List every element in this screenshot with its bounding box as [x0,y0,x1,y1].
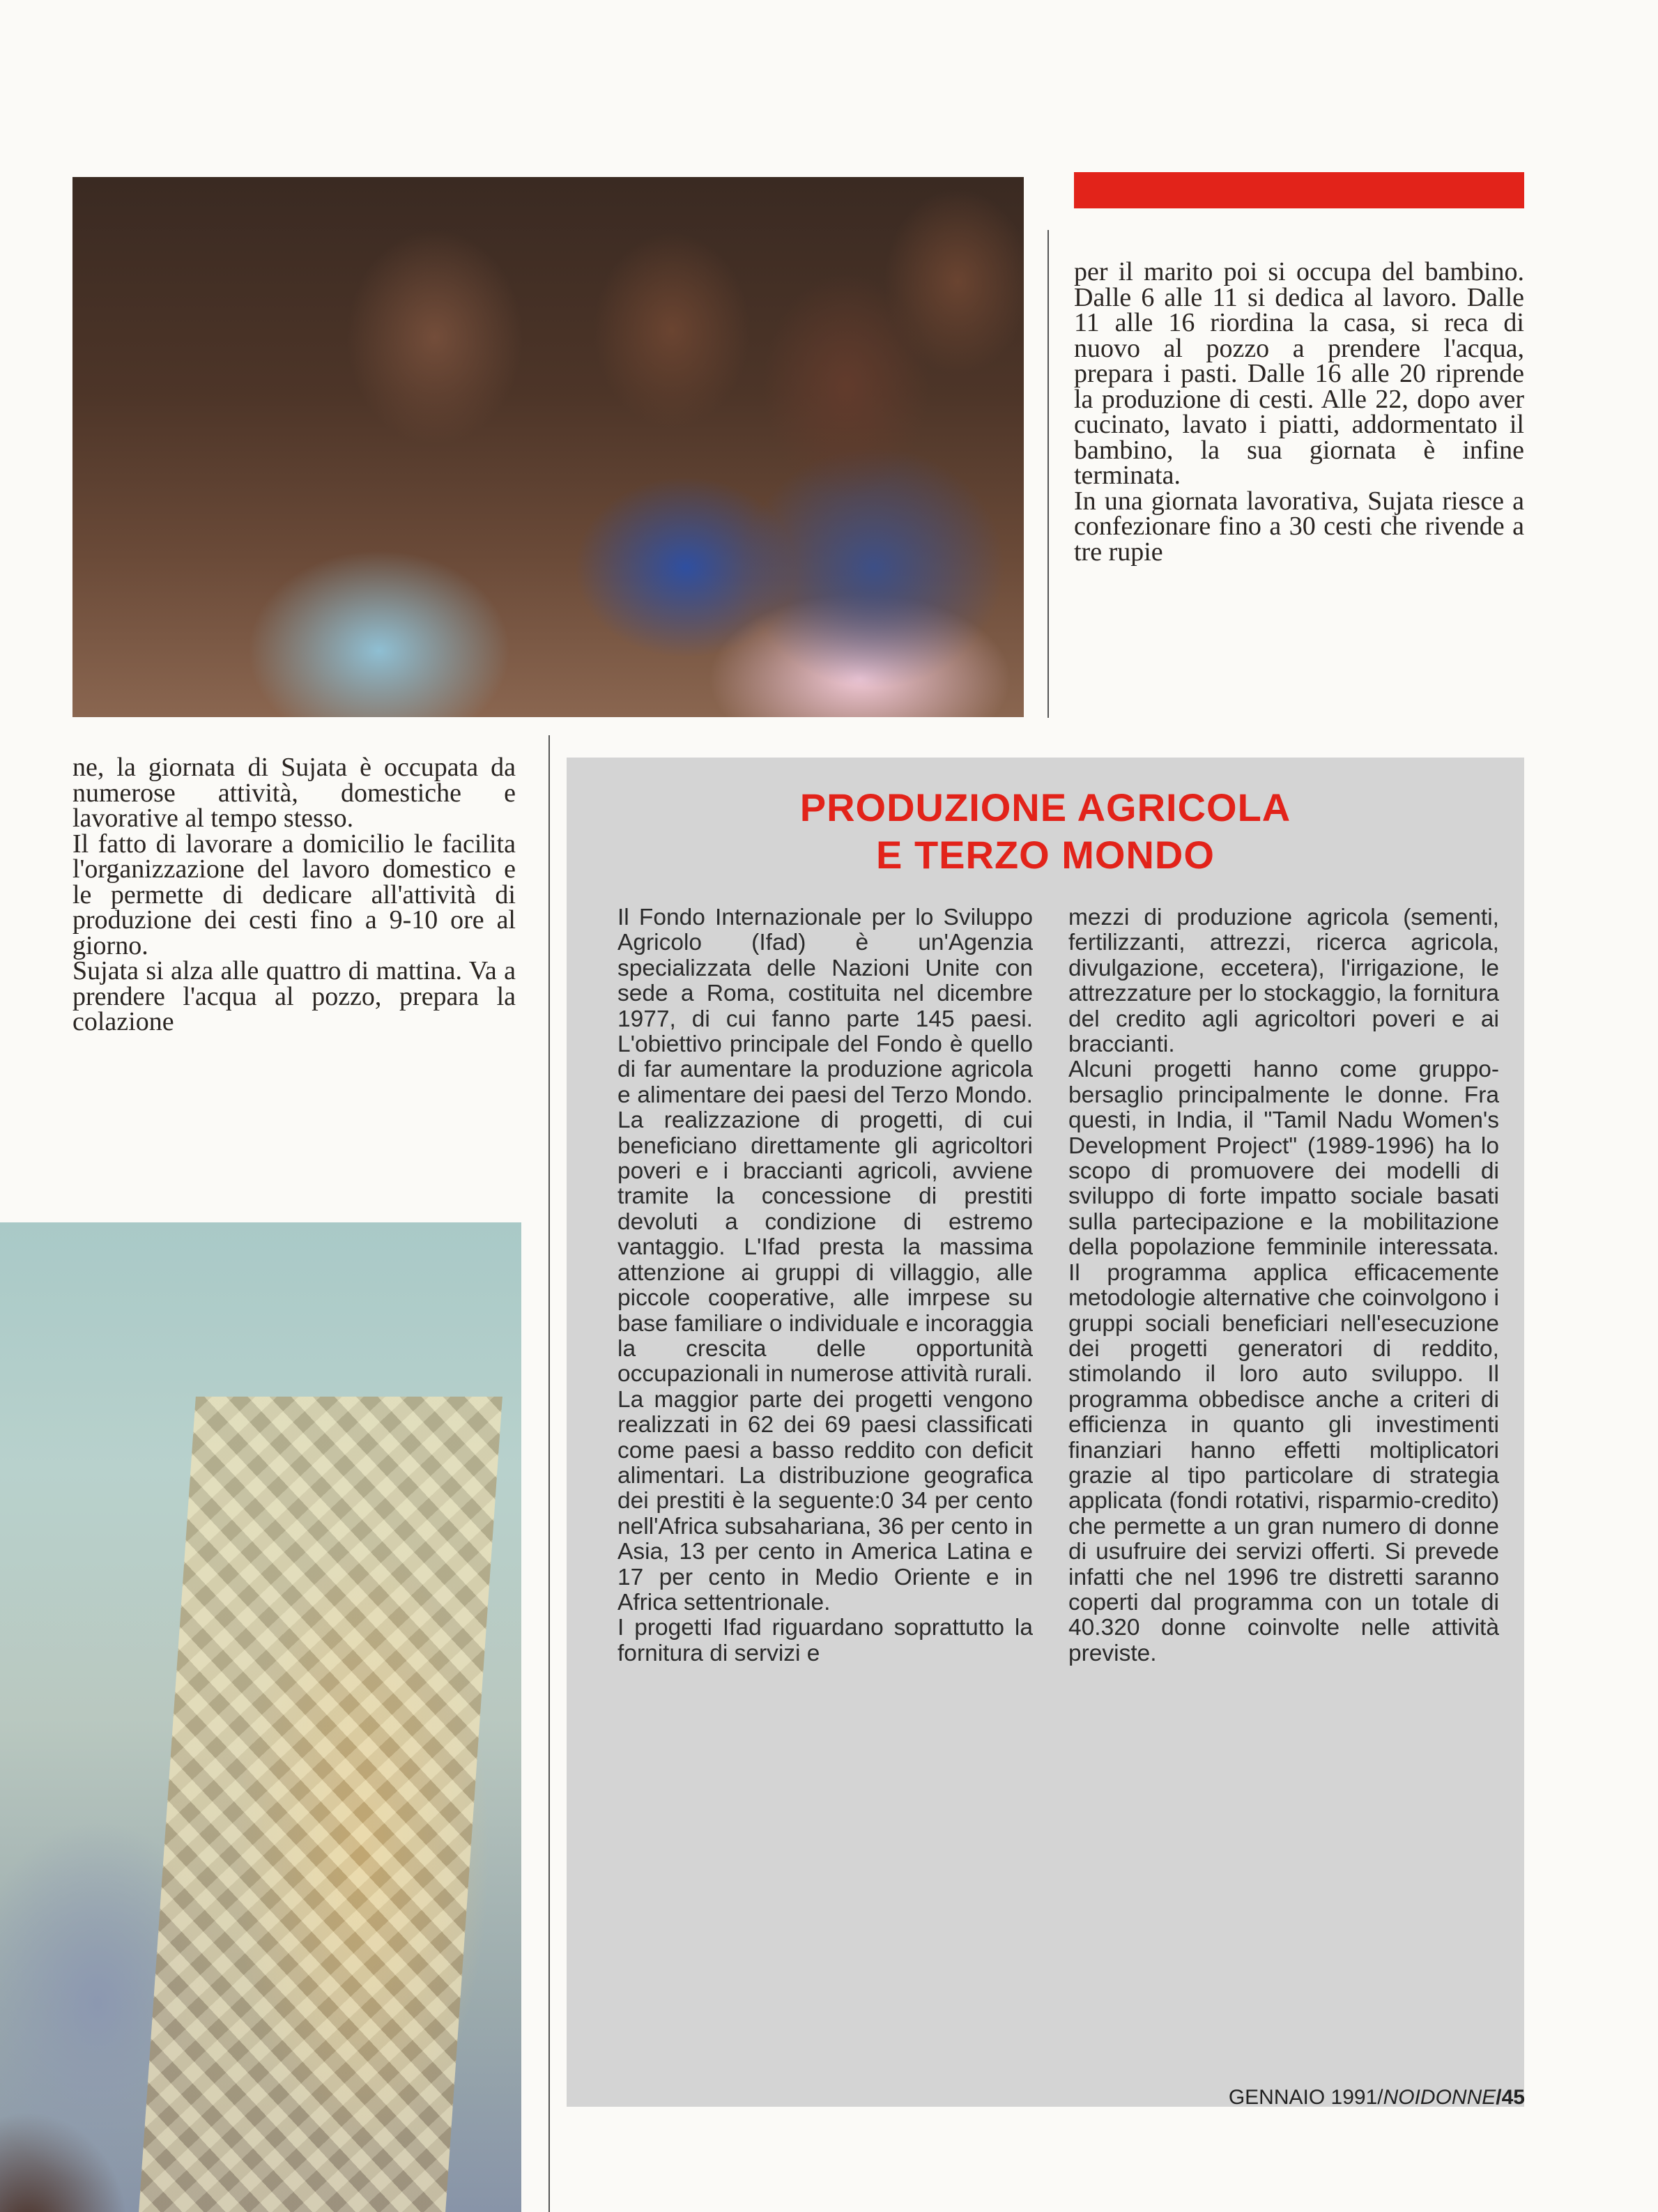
box-paragraph: Il Fondo Internazionale per lo Sviluppo Agricolo (Ifad) è un'Agenzia specializzata delle Nazioni Unite con sede a Roma, costituita nel dicembre 1977, di cui fanno parte 145 paesi. L'obiettivo principale del Fondo è quello di far aumentare la produzione agricola e alimentare dei paesi del Terzo Mondo. La realizzazione di progetti, di cui beneficiano direttamente gli agricoltori poveri e i braccianti agricoli, avviene tramite la concessione di prestiti devoluti a condizione di estremo vantaggio. L'Ifad presta la massima attenzione ai gruppi di villaggio, alle piccole cooperative, alle imrpese su base familiare o individuale e incoraggia la crescita delle opportunità occupazionali in numerose attività rurali. [617,905,1033,1388]
column-divider [548,735,550,2212]
box-paragraph: I progetti Ifad riguardano soprattutto la fornitura di servizi e [617,1615,1033,1666]
box-column-1 [617,905,1033,1666]
photo-basket-weaving [0,1222,521,2212]
article-paragraph: Sujata si alza alle quattro di mattina. Va a prendere l'acqua al pozzo, prepara la colazione [72,956,516,1036]
box-column-2 [1068,905,1499,1666]
page-footer [1115,2086,1525,2110]
box-paragraph: La maggior parte dei progetti vengono realizzati in 62 dei 69 paesi classificati come paesi a basso reddito con deficit alimentari. La distribuzione geografica dei prestiti è la seguente:0 34 per cento nell'Africa subsahariana, 36 per cento in Asia, 13 per cento in America Latina e 17 per cento in Medio Oriente e in Africa settentrionale. [617,1386,1033,1615]
footer-page-number: /45 [1496,2086,1525,2109]
article-paragraph: ne, la giornata di Sujata è occupata da numerose attività, domestiche e lavorative al tempo stesso. [72,753,516,833]
article-paragraph: per il marito poi si occupa del bambino. Dalle 6 alle 11 si dedica al lavoro. Dalle 11 alle 16 riordina la casa, si reca di nuovo al pozzo a prendere l'acqua, prepara i pasti. Dalle 16 alle 20 riprende la produzione di cesti. Alle 22, dopo aver cucinato, lavato i piatti, addormentato il bambino, la sua giornata è infine terminata. [1074,257,1524,490]
box-title-line: PRODUZIONE AGRICOLA [799,785,1291,829]
box-paragraph: Alcuni progetti hanno come gruppo-bersaglio principalmente le donne. Fra questi, in India, il "Tamil Nadu Women's Development Project" (1989-1996) ha lo scopo di promuovere dei modelli di sviluppo di forte impatto sociale basati sulla partecipazione e la mobilitazione della popolazione femminile interessata. Il programma applica efficacemente metodologie alternative che coinvolgono i gruppi sociali beneficiari nell'esecuzione dei progetti generatori di reddito, stimolando il loro auto sviluppo. Il programma obbedisce anche a criteri di efficienza in quanto gli investimenti finanziari hanno effetti moltiplicatori grazie al tipo particolare di strategia applicata (fondi rotativi, risparmio-credito) che permette a un gran numero di donne di usufruire dei servizi offerti. Si prevede infatti che nel 1996 tre distretti saranno coperti dal programma con un totale di 40.320 donne coinvolte nelle attività previste. [1068,1057,1499,1666]
footer-date: GENNAIO 1991/ [1228,2086,1383,2109]
box-title [567,784,1524,879]
footer-magazine: NOIDONNE [1383,2086,1496,2109]
article-paragraph: In una giornata lavorativa, Sujata riesce a confezionare fino a 30 cesti che rivende a tre rupie [1074,486,1524,567]
article-column-right-top [1074,257,1524,567]
basket-texture [139,1397,502,2212]
box-paragraph: mezzi di produzione agricola (sementi, fertilizzanti, attrezzi, ricerca agricola, divulgazione, eccetera), l'irrigazione, le attrezzature per lo stockaggio, la fornitura del credito agli agricoltori poveri e ai braccianti. [1068,905,1499,1058]
red-accent-bar [1074,172,1524,208]
sidebar-box [567,758,1524,2107]
box-title-line: E TERZO MONDO [876,833,1215,877]
article-column-left [72,755,516,1035]
column-divider [1047,230,1049,718]
photo-women-group [72,177,1024,717]
article-paragraph: Il fatto di lavorare a domicilio le facilita l'organizzazione del lavoro domestico e le permette di dedicare all'attività di produzione dei cesti fino a 9-10 ore al giorno. [72,829,516,960]
